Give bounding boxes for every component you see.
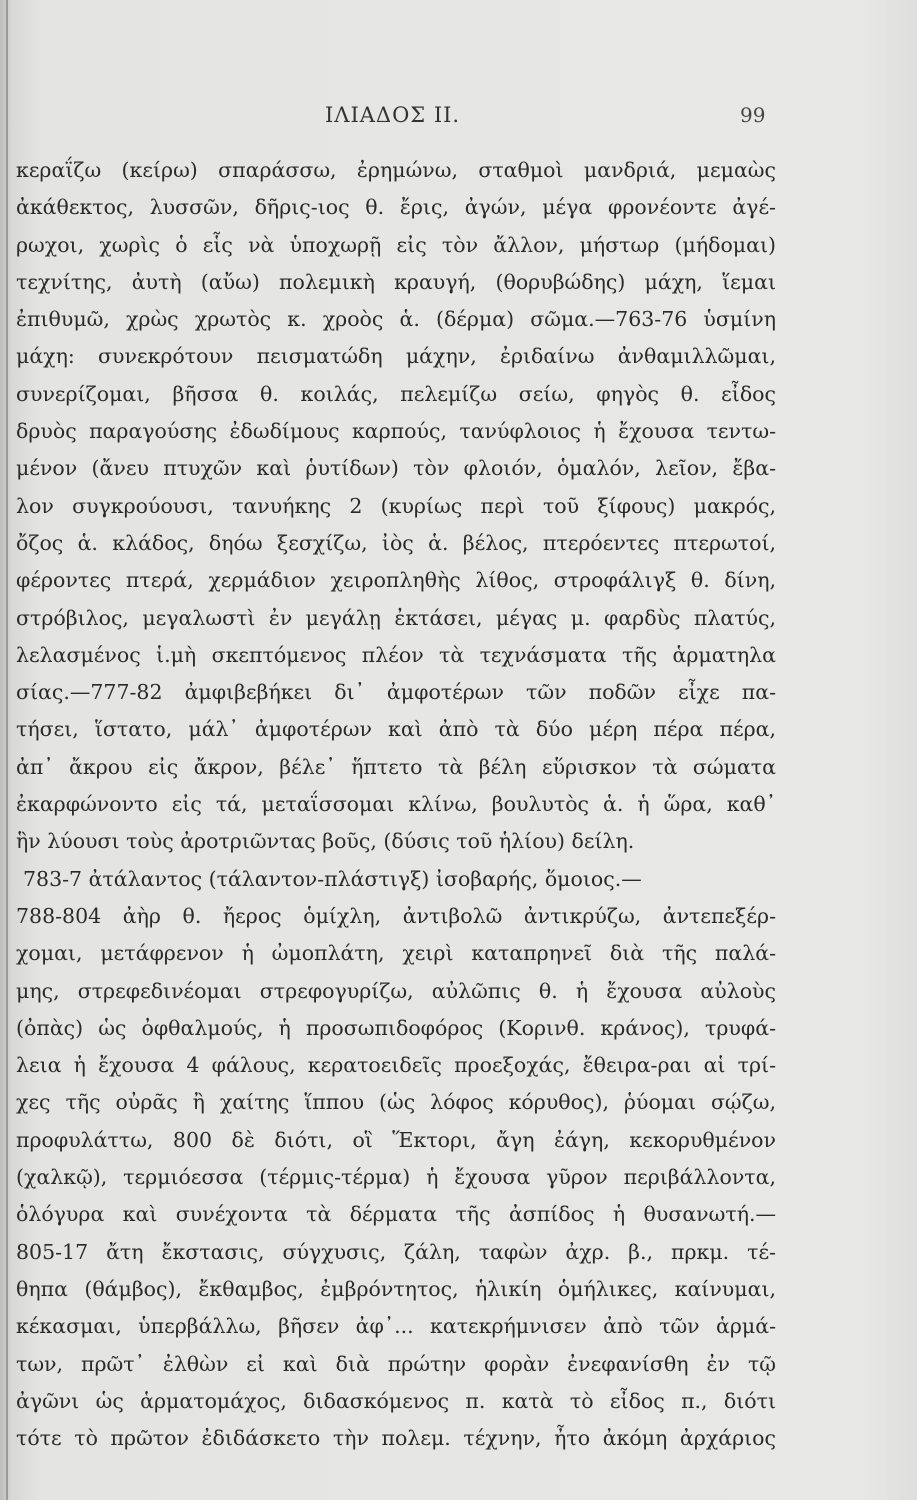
text-line: τήσει, ἵστατο, μάλ᾽ ἀμφοτέρων καὶ ἀπὸ τὰ δύο μέρη πέρα πέρα, bbox=[16, 717, 776, 742]
text-line: χες τῆς οὐρᾶς ἢ χαίτης ἵππου (ὡς λόφος κόρυθος), ῥύομαι σῴζω, bbox=[16, 1090, 776, 1115]
text-line: τότε τὸ πρῶτον ἐδιδάσκετο τὴν πολεμ. τέχνην, ἦτο ἀκόμη ἀρχάριος bbox=[16, 1426, 776, 1451]
text-line: κεραΐζω (κείρω) σπαράσσω, ἐρημώνω, σταθμοὶ μανδριά, μεμαὼς bbox=[16, 158, 776, 182]
text-line: ὄζος ἁ. κλάδος, δηόω ξεσχίζω, ἰὸς ἁ. βέλος, πτερόεντες πτερωτοί, bbox=[16, 530, 776, 555]
text-line: συνερίζομαι, βῆσσα θ. κοιλάς, πελεμίζω σείω, φηγὸς θ. εἶδος bbox=[16, 381, 776, 406]
page-number: 99 bbox=[740, 103, 766, 127]
text-line: χομαι, μετάφρενον ἡ ὠμοπλάτη, χειρὶ καταπρηνεῖ διὰ τῆς παλά- bbox=[16, 941, 776, 966]
page-header bbox=[0, 103, 917, 133]
text-line: ἐκαρφώνοντο εἰς τά, μεταΐσσομαι κλίνω, βουλυτὸς ἁ. ἡ ὥρα, καθ᾽ bbox=[16, 792, 776, 817]
text-line: (χαλκῷ), τερμιόεσσα (τέρμις-τέρμα) ἡ ἔχουσα γῦρον περιβάλλοντα, bbox=[16, 1165, 776, 1190]
text-line: κέκασμαι, ὑπερβάλλω, βῆσεν ἀφ᾽... κατεκρήμνισεν ἀπὸ τῶν ἁρμά- bbox=[16, 1314, 776, 1339]
text-line: φέροντες πτερά, χερμάδιον χειροπληθὴς λίθος, στροφάλιγξ θ. δίνη, bbox=[16, 568, 776, 593]
text-line: θηπα (θάμβος), ἔκθαμβος, ἐμβρόντητος, ἡλικίη ὁμήλικες, καίνυμαι, bbox=[16, 1276, 776, 1301]
text-line: ἣν λύουσι τοὺς ἀροτριῶντας βοῦς, (δύσις τοῦ ἡλίου) δείλη. bbox=[16, 829, 635, 854]
text-line: μης, στρεφεδινέομαι στρεφογυρίζω, αὐλῶπις θ. ἡ ἔχουσα αὐλοὺς bbox=[16, 978, 776, 1003]
text-line: των, πρῶτ᾽ ἐλθὼν εἰ καὶ διὰ πρώτην φορὰν ἐνεφανίσθη ἐν τῷ bbox=[16, 1351, 776, 1376]
text-line: τεχνίτης, ἀυτὴ (αὔω) πολεμικὴ κραυγή, (θορυβώδης) μάχη, ἵεμαι bbox=[16, 269, 776, 294]
text-line: (ὀπὰς) ὡς ὀφθαλμούς, ἡ προσωπιδοφόρος (Κορινθ. κράνος), τρυφά- bbox=[16, 1015, 776, 1040]
text-line: μένον (ἄνευ πτυχῶν καὶ ῥυτίδων) τὸν φλοιόν, ὁμαλόν, λεῖον, ἔβα- bbox=[16, 456, 776, 481]
text-line: δρυὸς παραγούσης ἐδωδίμους καρπούς, τανύφλοιος ἡ ἔχουσα τεντω- bbox=[16, 419, 776, 444]
text-line: λελασμένος ἱ.μὴ σκεπτόμενος πλέον τὰ τεχνάσματα τῆς ἁρματηλα bbox=[16, 642, 776, 667]
text-line: ἀπ᾽ ἄκρου εἰς ἄκρον, βέλε᾽ ἥπτετο τὰ βέλη εὕρισκον τὰ σώματα bbox=[16, 754, 776, 779]
page-binding-edge bbox=[6, 0, 8, 1500]
text-line: σίας.—777-82 ἀμφιβεβήκει δι᾽ ἀμφοτέρων τῶν ποδῶν εἶχε πα- bbox=[16, 680, 776, 705]
text-line: 788-804 ἀὴρ θ. ἤερος ὁμίχλη, ἀντιβολῶ ἀντικρύζω, ἀντεπεξέρ- bbox=[16, 903, 776, 928]
text-line: ρωχοι, χωρὶς ὁ εἷς νὰ ὑποχωρῇ εἰς τὸν ἄλλον, μήστωρ (μήδομαι) bbox=[16, 232, 776, 257]
text-line: στρόβιλος, μεγαλωστὶ ἐν μεγάλῃ ἐκτάσει, μέγας μ. φαρδὺς πλατύς, bbox=[16, 605, 776, 630]
text-line: μάχη: συνεκρότουν πεισματώδη μάχην, ἐριδαίνω ἀνθαμιλλῶμαι, bbox=[16, 344, 776, 369]
text-line: λεια ἡ ἔχουσα 4 φάλους, κερατοειδεῖς προεξοχάς, ἔθειρα-ραι αἱ τρί- bbox=[16, 1053, 776, 1078]
text-line: ὁλόγυρα καὶ συνέχοντα τὰ δέρματα τῆς ἀσπίδος ἡ θυσανωτή.— bbox=[16, 1202, 776, 1227]
text-line: 805-17 ἄτη ἔκστασις, σύγχυσις, ζάλη, ταφὼν ἀχρ. β., πρκμ. τέ- bbox=[16, 1239, 776, 1264]
commentary-text bbox=[16, 152, 776, 1457]
text-line: προφυλάττω, 800 δὲ διότι, οἳ Ἕκτορι, ἄγη ἐάγη, κεκορυθμένον bbox=[16, 1127, 776, 1152]
text-line: ἐπιθυμῶ, χρὼς χρωτὸς κ. χροὸς ἁ. (δέρμα) σῶμα.—763-76 ὑσμίνη bbox=[16, 307, 776, 332]
text-line: 783-7 ἀτάλαντος (τάλαντον-πλάστιγξ) ἰσοβαρής, ὅμοιος.— bbox=[23, 866, 642, 891]
running-head: ΙΛΙΑΔΟΣ II. bbox=[325, 103, 461, 127]
text-line: λον συγκρούουσι, τανυήκης 2 (κυρίως περὶ τοῦ ξίφους) μακρός, bbox=[16, 493, 776, 518]
text-line: ἀκάθεκτος, λυσσῶν, δῆρις-ιος θ. ἔρις, ἀγών, μέγα φρονέοντε ἀγέ- bbox=[16, 195, 776, 220]
text-line: ἀγῶνι ὡς ἁρματομάχος, διδασκόμενος π. κατὰ τὸ εἶδος π., διότι bbox=[16, 1388, 776, 1413]
